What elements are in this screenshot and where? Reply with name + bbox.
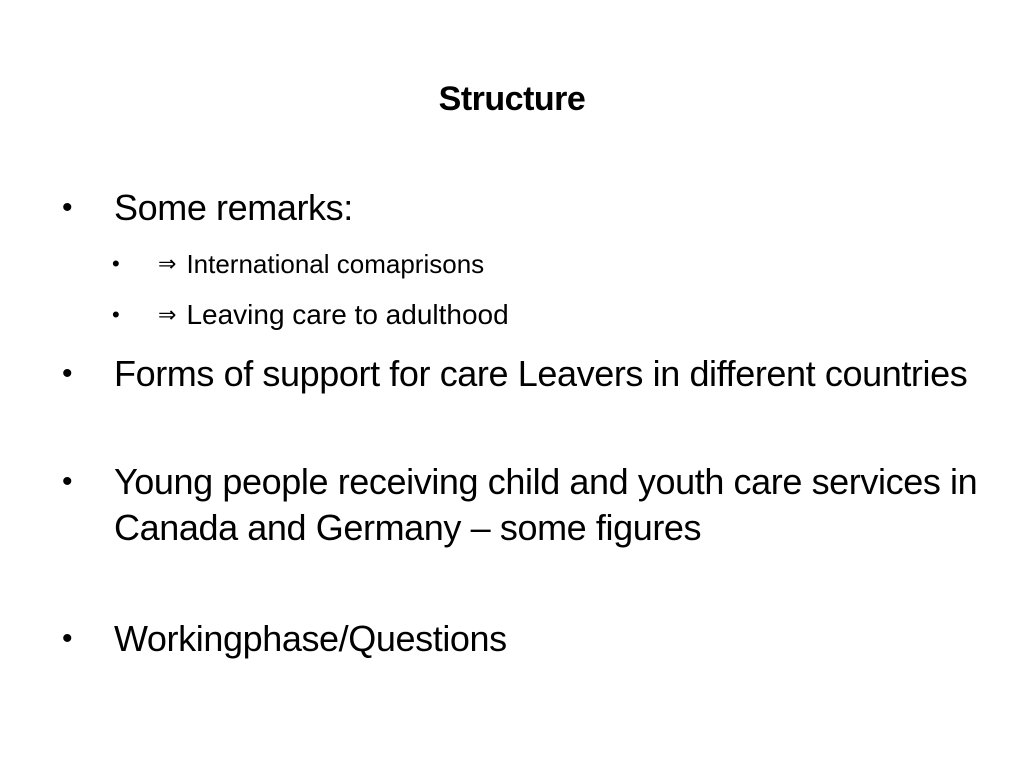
sub-bullet-text-wrap: [158, 246, 978, 283]
bullet-text: Forms of support for care Leavers in different countries: [114, 353, 968, 394]
bullet-icon: •: [62, 357, 73, 390]
implies-arrow-icon: ⇒: [158, 252, 177, 277]
sub-bullet-text: International comaprisons: [186, 249, 485, 279]
bullet-text: Workingphase/Questions: [114, 618, 507, 659]
implies-arrow-icon: ⇒: [158, 303, 177, 328]
slide-title: Structure: [438, 80, 586, 118]
bullet-text: Some remarks:: [114, 187, 353, 228]
sub-bullet-icon: •: [112, 302, 120, 327]
bullet-icon: •: [62, 191, 73, 224]
bullet-icon: •: [62, 465, 73, 498]
bullet-text: Young people receiving child and youth care services in Canada and Germany – some figures: [114, 461, 978, 548]
sub-bullet-text: Leaving care to adulthood: [186, 299, 509, 330]
sub-bullet-text-wrap: [158, 297, 978, 334]
sub-bullet-icon: •: [112, 251, 120, 276]
bullet-icon: •: [62, 622, 73, 655]
